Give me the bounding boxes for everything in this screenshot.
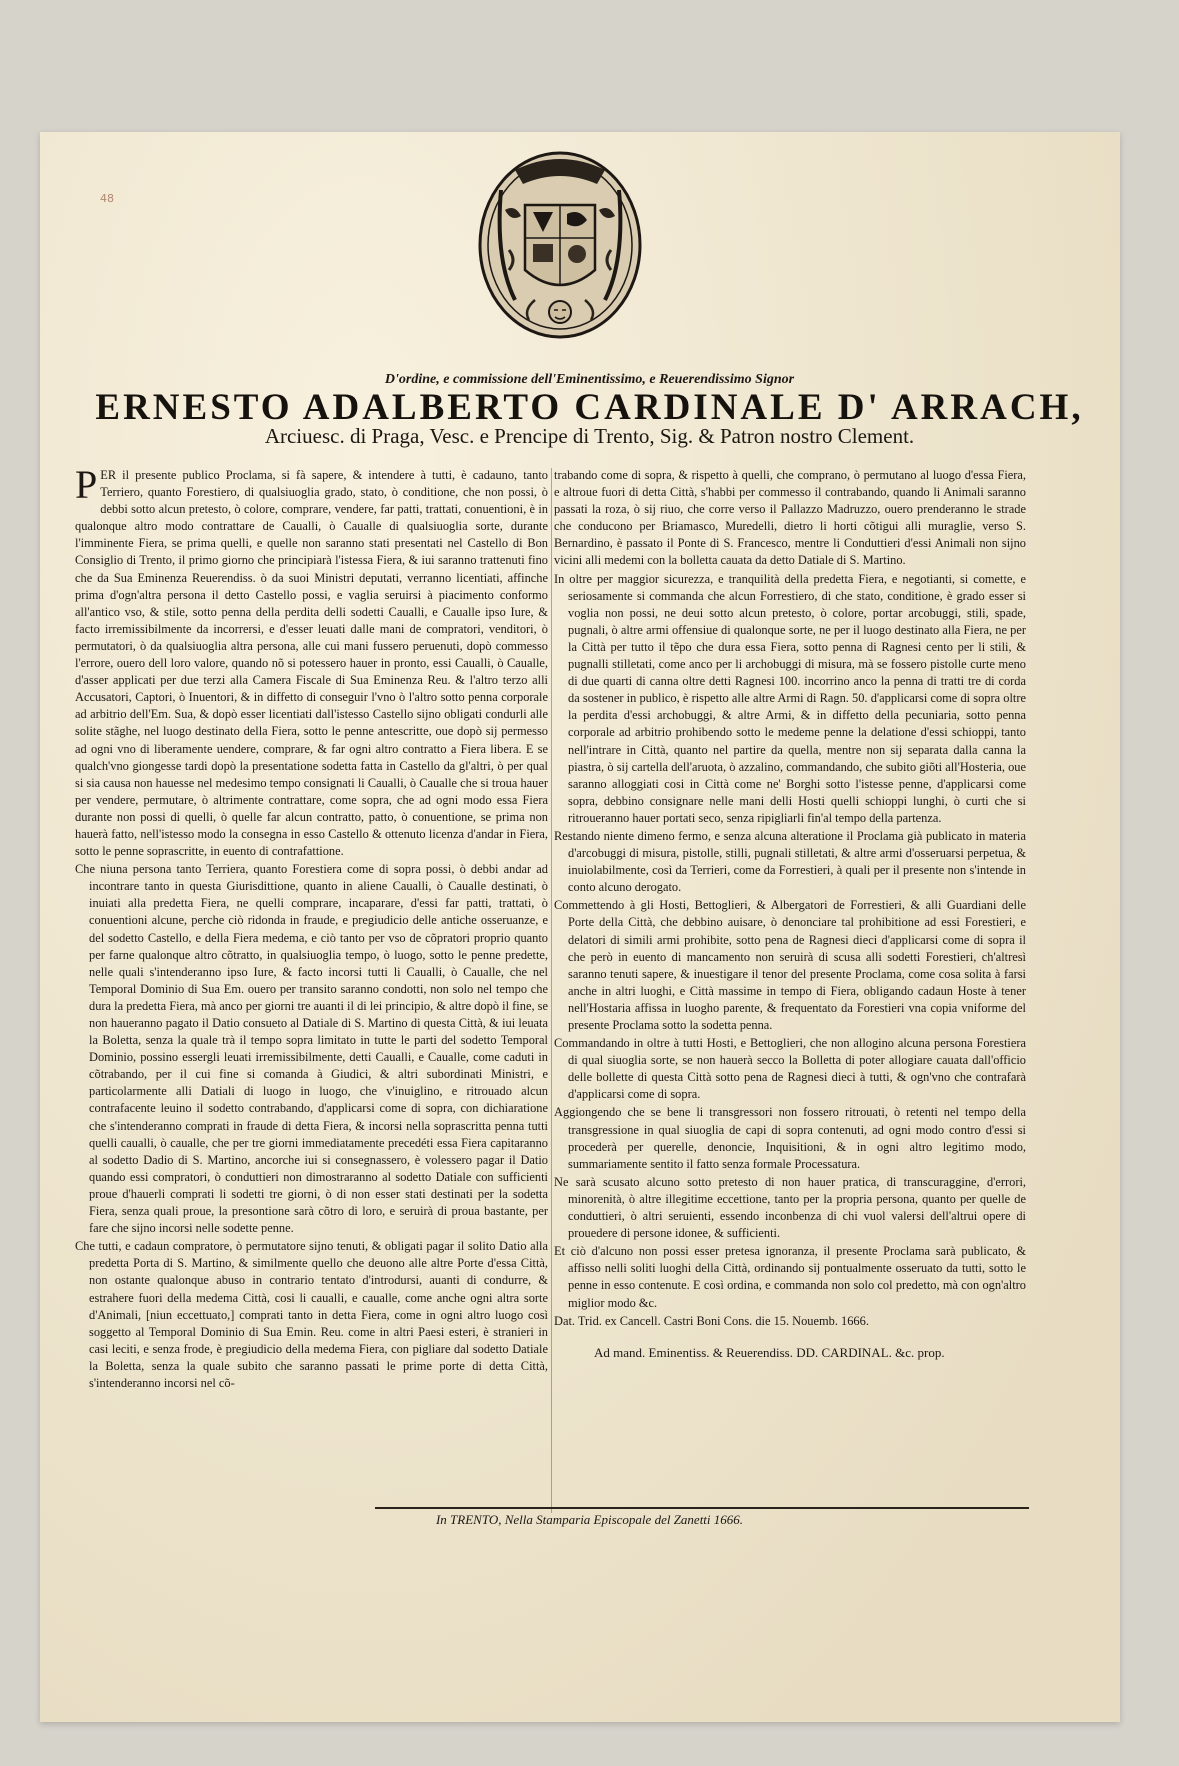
cardinal-name-heading: ERNESTO ADALBERTO CARDINALE D' ARRACH, bbox=[95, 387, 1084, 428]
signature-line: Ad mand. Eminentiss. & Reuerendiss. DD. CARDINAL. &c. prop. bbox=[594, 1344, 945, 1360]
footer-rule bbox=[375, 1507, 1029, 1509]
paragraph-10: Ne sarà scusato alcuno sotto pretesto di non hauer pratica, di transcuraggine, d'errori, minorenità, ò altre illegitime eccettione, tanto per la propria persona, quanto per quelle de conduttieri, ò altri seruienti, essendo inconbenza di chi vuol valersi dell'altrui opere di prouedere di persone idonee, & sufficienti. bbox=[554, 1174, 1026, 1241]
pencil-note: 48 bbox=[100, 192, 114, 205]
paragraph-2: Che niuna persona tanto Terriera, quanto Forestiera come di sopra possi, ò debbi andar ad incontrare tanto in questa Giurisdittione, quanto in aliene Caualli, ò Caualle destinati, ò inuiati alla predetta Fiera, ne quelli comprare, incaparare, d'essi far patti, trattati, ò conuentioni alcune, perche ciò ridonda in fraude, e pregiudicio delle antiche osseruanze, e del sodetto Castello, e della Fiera medema, e ciò tanto per vso de cõpratori proprio quanto per farne qualonque altro cõtratto, in qualsiuoglia tempo, ò luogo, sotto le penne predette, nelle quali s'intenderanno ipso Iure, & facto incorsi tutti li Caualli, ò Caualle, che nel Temporal Dominio di Sua Em. ouero per transito saranno condotti, non solo nel tempo che dura la predetta Fiera, mà anco per giorni tre auanti il di lei principio, & altre dopò il fine, se non haueranno pagato il Datio consueto al Datiale di S. Martino di questa Città, & iui leuata la Boletta, senza la quale trà il tempo sopra limitato in tutte le parti del sodetto Temporal Dominio, possino essergli leuati irremissibilmente, detti Caualli, e Caualle, come caduti in cõtrabando, per il cui fine si comanda à Giudici, & altri subordinati Ministri, e particolarmente alli Datiali di luogo in luogo, che v'inuiglino, e ritrouado alcun contrafacente leuino il sodetto contrabando, d'applicarsi come di sopra, con dichiaratione che s'intenderanno comprati in fraude di detta Fiera, & incorsi nella soprascritta penna tutti quelli caualli, ò caualle, che per tre giorni immediatamente precedéti essa Fiera capitaranno al sodetto Dadio di S. Martino, ancorche iui si consegnassero, è volessero pagar il Datio quando essi compratori, ò conduttieri non dimostraranno al sodetto Datiale con sufficienti proue d'hauerli comprati li sodetti tre giorni, ò di non esser stati destinati per la sodetta Fiera, senza quali proue, la presontione sarà cõtro di loro, e seruirà di proua bastante, per fare che sijno incorsi nelle sodette penne. bbox=[75, 862, 548, 1236]
column-divider bbox=[551, 468, 552, 1513]
coat-of-arms-emblem bbox=[475, 150, 645, 340]
paragraph-1: PER il presente publico Proclama, si fà sapere, & intendere à tutti, è cadauno, tanto Terriero, quanto Forestiero, di qualsiuoglia grado, stato, ò conditione, che non possi, ò debbi sotto alcun pretesto, ò colore, comprare, vendere, far patti, trattati, conuentioni, è in qualonque altro modo contrattare de Caualli, ò Caualle di qualsiuoglia sorte, durante l'imminente Fiera, se prima quelli, e quelle non saranno stati presentati nel Castello di Bon Consiglio di Trento, il primo giorno che principiarà l'istessa Fiera, & iui saranno trattenuti fino che da Sua Eminenza Reuerendiss. ò da suoi Ministri deputati, verranno licentiati, affinche prima d'ogn'altra persona il detto Castello possi, e vaglia seruirsi à piacimento conformo all'antico vso, & stile, sotto penna della perdita delli sodetti Caualli, e Caualle ipso Iure, & facto irremissibilmente da incorrersi, e d'esser leuati dalle mani de compratori, venditori, ò permutatori, ò da qualsiuoglia altra persona, alle cui mani fussero peruenuti, dopò commesso l'errore, ouero dell loro valore, quando nõ si potessero hauer in pronto, essi Caualli, ò Caualle, d'asser applicati per due terzi alla Camera Fiscale di Sua Eminenza Reu. & l'altro terzo alli Accusatori, Captori, ò Inuentori, & in diffetto di conseguir l'vno ò l'altro sotto penna corporale ad arbitrio dell'Em. Sua, & dopò esser licentiati dall'istesso Castello sijno obligati condurli alle solite stãghe, nel luogo destinato della Fiera, sotto le penne antescritte, oue dopò sij permesso ad ogni vno di liberamente uendere, comprare, & far ogni altro contratto a Fiera libera. E se qualch'vno giongesse tardi dopò la presentatione sodetta fatta in Castello da gl'altri, ò per qual si sia causa non hauesse nel medesimo tempo consignati li Caualli, ò Caualle che si troua hauer per vendere, permutare, ò altrimente contrattare, come sopra, che ad ogni modo essa Fiera durante non possi di quelli, ò quelle far alcun contratto, patto, ò conuentione, se prima non hauerà fatto, nell'istesso modo la consegna in esso Castello & ottenuto licenza d'andar in Fiera, sotto le penne soprascritte, in euento di contrafattione. bbox=[75, 462, 548, 859]
cardinal-titles: Arciuesc. di Praga, Vesc. e Prencipe di Trento, Sig. & Patron nostro Clement. bbox=[264, 424, 915, 448]
paragraph-8: Commandando in oltre à tutti Hosti, e Bettoglieri, che non allogino alcuna persona Forestiera di qual siuoglia sorte, se non hauerà secco la Bolletta di poter allogiare cauata dall'officio delle bollette di questa Città sotto pena de Ragnesi dieci à tutti, & ogn'vno che contrafarà d'applicarsi come di sopra. bbox=[554, 1036, 1026, 1102]
left-text-column bbox=[75, 462, 548, 1393]
date-line: Dat. Trid. ex Cancell. Castri Boni Cons. die 15. Nouemb. 1666. bbox=[554, 1313, 869, 1328]
printer-imprint: In TRENTO, Nella Stamparia Episcopale del Zanetti 1666. bbox=[435, 1512, 744, 1527]
paragraph-4: trabando come di sopra, & rispetto à quelli, che comprano, ò permutano al luogo d'essa Fiera, e altroue fuori di detta Città, s'habbi per commesso il contrabando, quando li Animali saranno passati la roza, ò sij riuo, che corre verso il Pallazzo Madruzzo, ouero prenderanno le strade che conducono per Briamasco, Muredelli, dietro li horti cõtigui alli muraglie, verso S. Bernardino, è passato il Ponte di S. Francesco, mentre li Conduttieri d'essi Animali non sijno vicini alli medemi con la bolletta cauata da detto Datiale di S. Martino. bbox=[554, 468, 1026, 568]
paragraph-9: Aggiongendo che se bene li transgressori non fossero ritrouati, ò retenti nel tempo della transgressione in qual siuoglia de capi di sopra contenuti, ad ogni modo contro d'essi si procederà per querelle, denoncie, Inquisitioni, & in ogni altro legitimo modo, summariamente sentito il fatto senza formale Processatura. bbox=[554, 1105, 1026, 1171]
paragraph-5: In oltre per maggior sicurezza, e tranquilità della predetta Fiera, e negotianti, si comette, e seriosamente si commanda che alcun Forrestiero, di che stato, conditione, è grado esser si voglia non possi, ne deui sotto alcun pretesto, ò colore, portar arcobuggi, stili, spade, pugnali, ò altre armi offensiue di qualonque sorte, ne per il luogo destinato alla Fiera, ne per la Città per tutto il tẽpo che dura essa Fiera, sotto penna di Ragnesi cento per li stili, & pugnalli stilletati, come anco per li archobuggi di misura, mà se fossero pistolle curte meno di due quarti di canna oltre detti Ragnesi 100. incorrino anco la penna di tratti tre di corda da sostener in publico, è rispetto alle altre Armi di Ragn. 50. d'applicarsi come di sopra oltre la perdita d'essi archobuggi, & altre Armi, & in diffetto della pecuniaria, sotto penna corporale ad arbitrio prohibendo sotto le medeme penne la delatione d'essi schioppi, tanto nell'intrare in Città, quanto nel partire da quella, mentre non sij separata dalla canna la piastra, ò sij cartella dell'aruota, ò azzalino, commandando, che subito giõti all'Hosteria, oue saranno alloggiati cosi in Città come ne' Borghi sotto l'istesse penne, d'applicarsi come sopra, debbino consignare nelle mani delli Hosti quelli schioppi lunghi, ò curti che si ritroueranno hauer portati seco, senza ripigliarli fin'al tempo della partenza. bbox=[554, 571, 1026, 825]
order-line: D'ordine, e commissione dell'Eminentissimo, e Reuerendissimo Signor bbox=[384, 372, 795, 387]
right-text-column bbox=[554, 467, 1026, 1362]
paragraph-11: Et ciò d'alcuno non possi esser pretesa ignoranza, il presente Proclama sarà publicato, & affisso nelli soliti luoghi della Città, ordinando sij pontualmente osseruato da tutti, sotto le penne in esso contenute. E così ordina, e commanda non solo col predetto, mà con ogn'altro miglior modo &c. bbox=[554, 1244, 1026, 1310]
drop-cap: P bbox=[75, 462, 98, 507]
paragraph-3: Che tutti, e cadaun compratore, ò permutatore sijno tenuti, & obligati pagar il solito Datio alla predetta Porta di S. Martino, & similmente quello che deuono alle altre Porte d'essa Città, non ostante qualonque abuso in contrario tentato d'introdursi, auanti di condurre, & estrahere fuori della medema Città, cosi li caualli, e caualle, come anche ogni altra sorte d'Animali, [niun eccettuato,] comprati tanto in detta Fiera, come in ogni altro luogo così soggetto al Temporal Dominio di Sua Emin. Reu. come in altri Paesi esteri, è stranieri in casi leciti, e senza frode, è pregiudicio della medema Fiera, con pigliare dal sodetto Datiale la Boletta, senza la quale subito che saranno passati le prime porte di detta Città, s'intenderanno incorsi nel cõ- bbox=[75, 1239, 548, 1390]
paragraph-6: Restando niente dimeno fermo, e senza alcuna alteratione il Proclama già publicato in materia d'arcobuggi di misura, pistolle, stilli, pugnali stilletati, & altre armi d'osseruarsi perpetua, & inuiolabilmente, così da Terrieri, come da Forrestieri, à quali per il presente non s'intende in conto alcuno derogato. bbox=[554, 828, 1026, 895]
paragraph-7: Commettendo à gli Hosti, Bettoglieri, & Albergatori de Forrestieri, & alli Guardiani delle Porte della Città, che debbino auisare, ò denonciare tal prohibitione ad essi Forestieri, e delatori di simili armi prohibite, sotto pena de Ragnesi dieci d'applicarsi come di sopra il che però in euento di mancamento non seruirà di scusa alli sodetti Forestieri, ch'altresì saranno tenuti sapere, & inuestigare il tenor del presente Proclama, come cosa solita à farsi anche in altri luoghi, e Città massime in tempo di Fiera, obligando cadaun Hoste à tener nell'Hostaria affissa in luogho parente, & frequentato da Forestieri vna copia vniforme del presente Proclama sotto la sodetta penna. bbox=[554, 898, 1026, 1032]
